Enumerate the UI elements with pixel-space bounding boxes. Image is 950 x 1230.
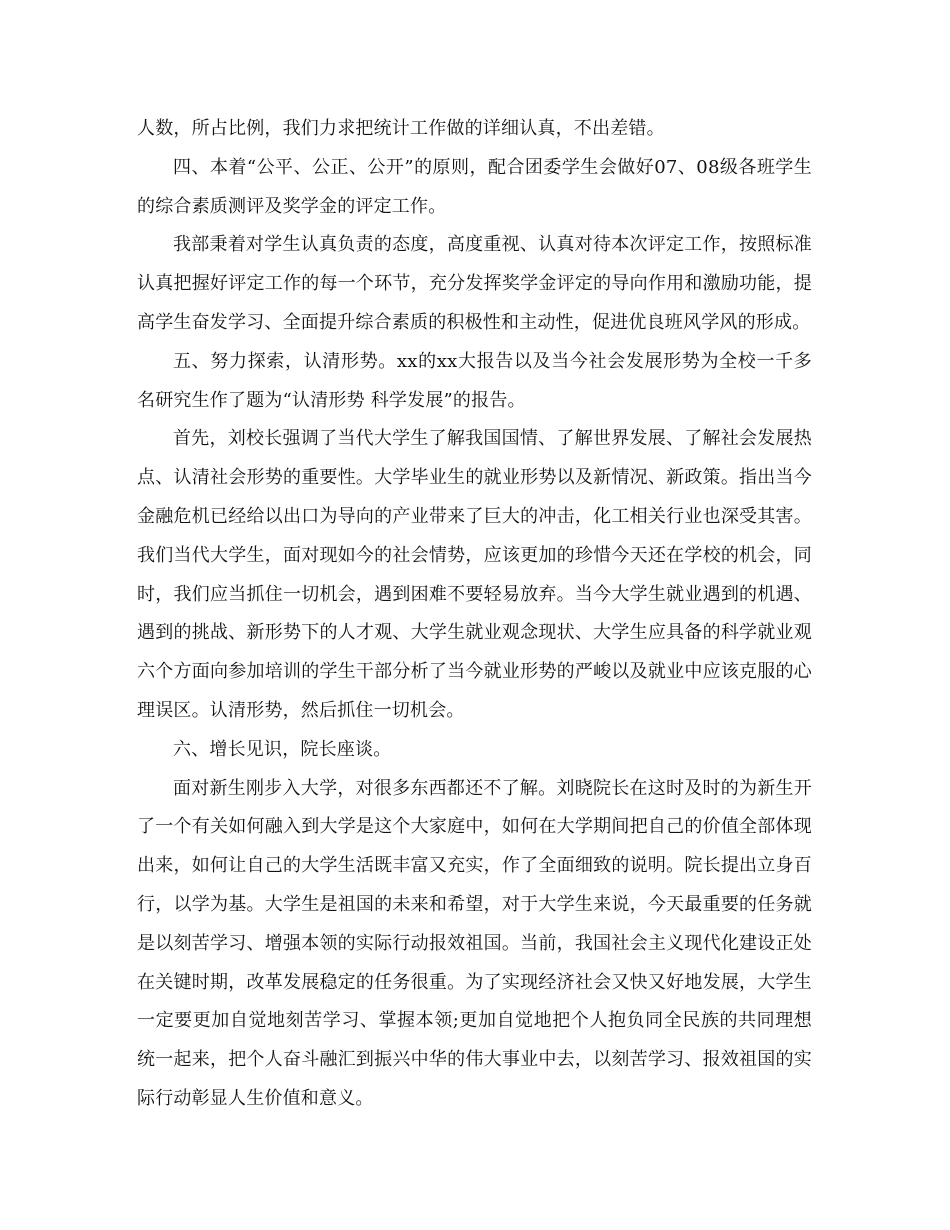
paragraph-dean-talk: 面对新生刚步入大学，对很多东西都还不了解。刘晓院长在这时及时的为新生开了一个有关如何融入到大学是这个大家庭中，如何在大学期间把自己的价值全部体现出来，如何让自己的大学生活既丰富又充实，作了全面细致的说明。院长提出立身百行，以学为基。大学生是祖国的未来和希望，对于大学生来说，今天最重要的任务就是以刻苦学习、增强本领的实际行动报效祖国。当前，我国社会主义现代化建设正处在关键时期，改革发展稳定的任务很重。为了实现经济社会又快又好地发展，大学生一定要更加自觉地刻苦学习、掌握本领;更加自觉地把个人抱负同全民族的共同理想统一起来，把个人奋斗融汇到振兴中华的伟大事业中去，以刻苦学习、报效祖国的实际行动彰显人生价值和意义。 (137, 777, 812, 1109)
paragraph-section-five: 五、努力探索，认清形势。xx的xx大报告以及当今社会发展形势为全校一千多名研究生作了题为“认清形势 科学发展”的报告。 (137, 350, 812, 411)
paragraph-evaluation-work: 我部秉着对学生认真负责的态度，高度重视、认真对待本次评定工作，按照标准认真把握好评定工作的每一个环节，充分发挥奖学金评定的导向作用和激励功能，提高学生奋发学习、全面提升综合素质的积极性和主动性，促进优良班风学风的形成。 (137, 234, 812, 333)
paragraph-president-remarks: 首先，刘校长强调了当代大学生了解我国国情、了解世界发展、了解社会发展热点、认清社会形势的重要性。大学毕业生的就业形势以及新情况、新政策。指出当今金融危机已经给以出口为导向的产业带来了巨大的冲击，化工相关行业也深受其害。我们当代大学生，面对现如今的社会情势，应该更加的珍惜今天还在学校的机会，同时，我们应当抓住一切机会，遇到困难不要轻易放弃。当今大学生就业遇到的机遇、遇到的挑战、新形势下的人才观、大学生就业观念现状、大学生应具备的科学就业观六个方面向参加培训的学生干部分析了当今就业形势的严峻以及就业中应该克服的心理误区。认清形势，然后抓住一切机会。 (137, 428, 812, 721)
paragraph-section-six: 六、增长见识，院长座谈。 (173, 738, 392, 760)
paragraph-section-four: 四、本着“公平、公正、公开”的原则，配合团委学生会做好07、08级各班学生的综合素质测评及奖学金的评定工作。 (137, 156, 812, 217)
paragraph-continuation: 人数，所占比例，我们力求把统计工作做的详细认真，不出差错。 (137, 118, 665, 139)
document-body (137, 110, 812, 1119)
